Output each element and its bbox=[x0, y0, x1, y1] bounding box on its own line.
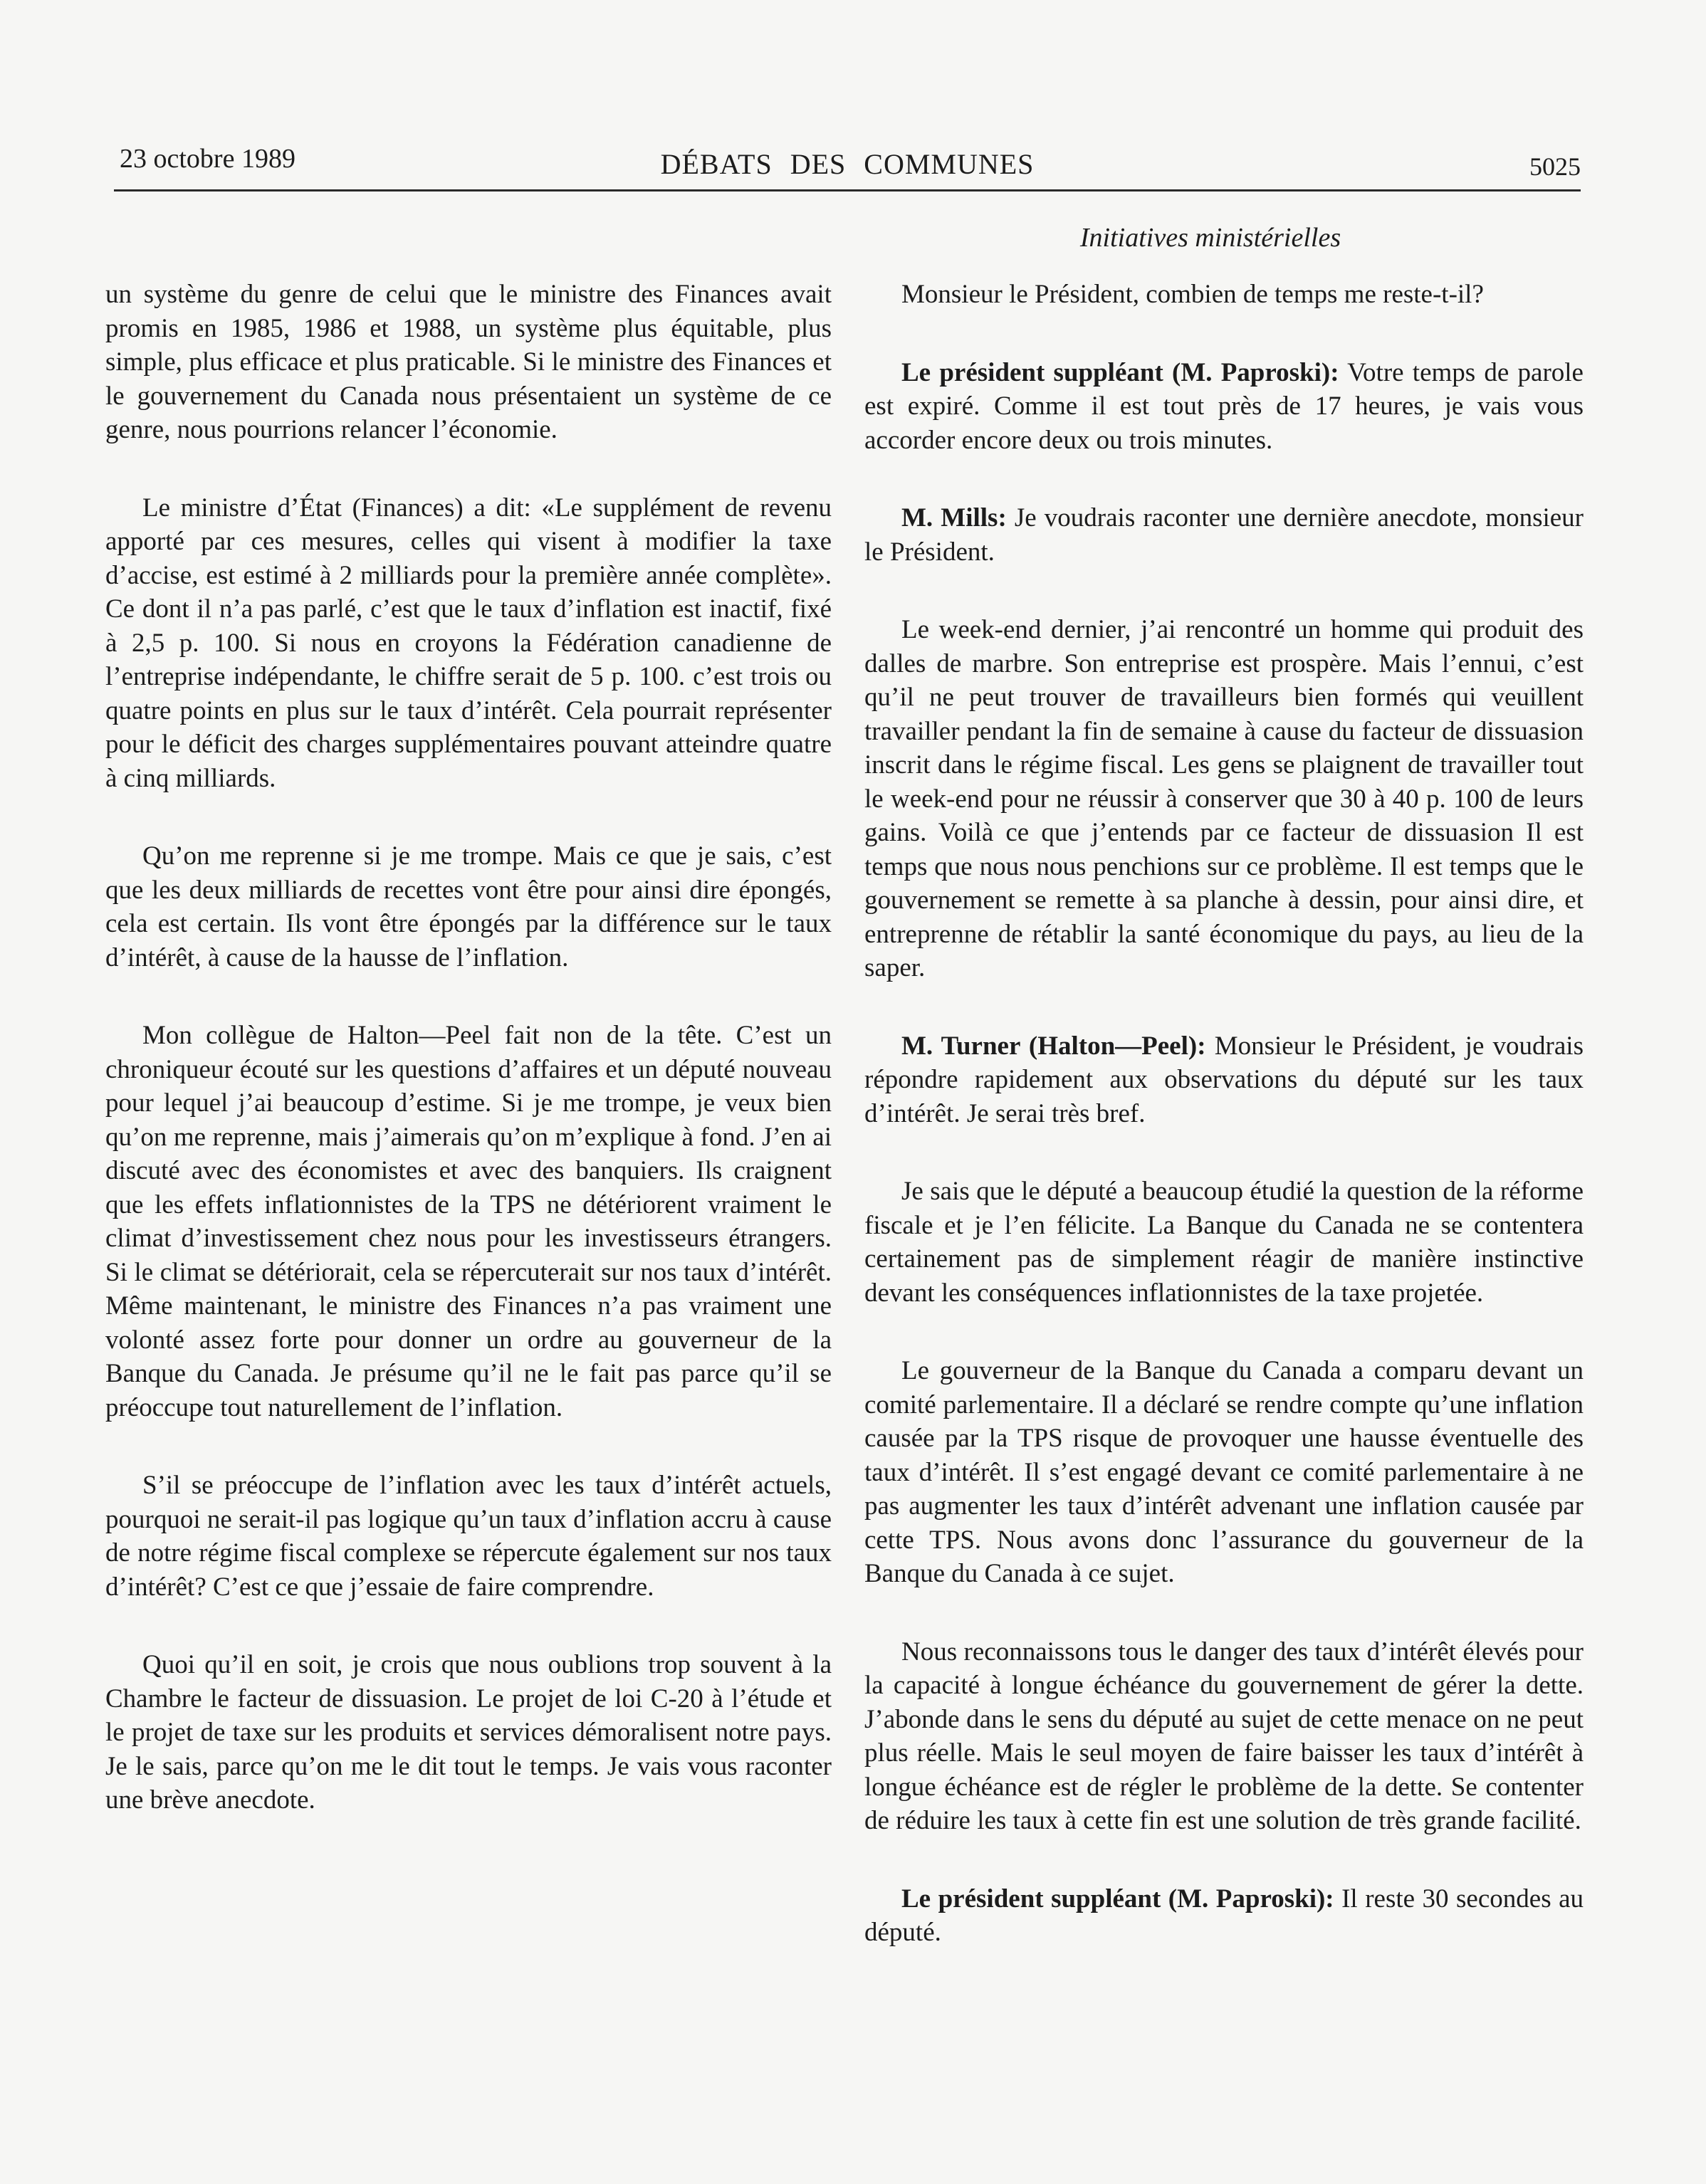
speaker-name: M. Turner (Halton—Peel): bbox=[901, 1031, 1206, 1061]
paragraph bbox=[105, 278, 832, 447]
paragraph bbox=[864, 1882, 1584, 1950]
paragraph bbox=[105, 491, 832, 796]
paragraph-text: Votre temps de parole est expiré. Comme il est tout près de 17 heures, je vais vous accorder encore deux ou trois minutes. bbox=[864, 357, 1584, 455]
paragraph bbox=[864, 613, 1584, 985]
paragraph bbox=[864, 1635, 1584, 1838]
paragraph bbox=[105, 1648, 832, 1817]
paragraph-text: Je voudrais raconter une dernière anecdote, monsieur le Président. bbox=[864, 503, 1584, 567]
header-title: DÉBATS DES COMMUNES bbox=[660, 148, 1035, 180]
paragraph bbox=[864, 356, 1584, 458]
speaker-name: M. Mills: bbox=[901, 503, 1007, 532]
paragraph-text: Monsieur le Président, je voudrais répondre rapidement aux observations du député sur les taux d’intérêt. Je serai très bref. bbox=[864, 1031, 1584, 1128]
paragraph-text: Le gouverneur de la Banque du Canada a comparu devant un comité parlementaire. Il a déclaré se rendre compte qu’une inflation causée par la TPS risque de provoquer une hausse éventuelle des taux d’intérêt. Il s’est engagé devant ce comité parlementaire à ne pas augmenter les taux d’intérêt advenant une inflation causée par cette TPS. Nous avons donc l’assurance du gouverneur de la Banque du Canada à ce sujet. bbox=[864, 1356, 1584, 1588]
paragraph bbox=[864, 1029, 1584, 1131]
speaker-name: Le président suppléant (M. Paproski): bbox=[901, 357, 1339, 387]
paragraph bbox=[864, 1354, 1584, 1591]
header-date: 23 octobre 1989 bbox=[120, 144, 295, 174]
paragraph bbox=[105, 1469, 832, 1604]
paragraph-text: Le ministre d’État (Finances) a dit: «Le supplément de revenu apporté par ces mesures, celles qui visent à modifier la taxe d’accise, est estimé à 2 milliards pour la première année complète». Ce dont il n’a pas parlé, c’est que le taux d’inflation est inactif, fixé à 2,5 p. 100. Si nous en croyons la Fédération canadienne de l’entreprise indépendante, le chiffre serait de 5 p. 100. c’est trois ou quatre points en plus sur le taux d’intérêt. Cela pourrait représenter pour le déficit des charges supplémentaires pouvant atteindre quatre à cinq milliards. bbox=[105, 493, 832, 793]
paragraph bbox=[864, 501, 1584, 569]
paragraph-text: Mon collègue de Halton—Peel fait non de la tête. C’est un chroniqueur écouté sur les questions d’affaires et un député nouveau pour lequel j’ai beaucoup d’estime. Si je me trompe, je veux bien qu’on me reprenne, mais j’aimerais qu’on m’explique à fond. J’en ai discuté avec des économistes et avec des banquiers. Ils craignent que les effets inflationnistes de la TPS ne détériorent vraiment le climat d’investissement chez nous pour les investisseurs étrangers. Si le climat se détériorait, cela se répercuterait sur nos taux d’intérêt. Même maintenant, le ministre des Finances n’a pas vraiment une volonté assez forte pour donner un ordre au gouverneur de la Banque du Canada. Je présume qu’il ne le fait pas parce qu’il se préoccupe tout naturellement de l’inflation. bbox=[105, 1021, 832, 1422]
paragraph-text: Je sais que le député a beaucoup étudié la question de la réforme fiscale et je l’en félicite. La Banque du Canada ne se contentera certainement pas de simplement réagir de manière instinctive devant les conséquences inflationnistes de la taxe projetée. bbox=[864, 1177, 1584, 1308]
paragraph-text: Nous reconnaissons tous le danger des taux d’intérêt élevés pour la capacité à longue échéance du gouvernement de gérer la dette. J’abonde dans le sens du député au sujet de cette menace on ne peut plus réelle. Mais le seul moyen de faire baisser les taux d’intérêt à longue échéance est de régler le problème de la dette. Se contenter de réduire les taux à cette fin est une solution de très grande facilité. bbox=[864, 1637, 1584, 1835]
paragraph-text: S’il se préoccupe de l’inflation avec les taux d’intérêt actuels, pourquoi ne serait-il pas logique qu’un taux d’inflation accru à cause de notre régime fiscal complexe se répercute également sur nos taux d’intérêt? C’est ce que j’essaie de faire comprendre. bbox=[105, 1471, 832, 1602]
paragraph-text: Quoi qu’il en soit, je crois que nous oublions trop souvent à la Chambre le facteur de dissuasion. Le projet de loi C-20 à l’étude et le projet de taxe sur les produits et services démoralisent notre pays. Je le sais, parce qu’on me le dit tout le temps. Je vais vous raconter une brève anecdote. bbox=[105, 1650, 832, 1815]
right-column bbox=[864, 278, 1584, 1994]
paragraph-text: Le week-end dernier, j’ai rencontré un homme qui produit des dalles de marbre. Son entreprise est prospère. Mais l’ennui, c’est qu’il ne peut trouver de travailleurs bien formés qui veuillent travailler pendant la fin de semaine à cause du facteur de dissuasion inscrit dans le régime fiscal. Les gens se plaignent de travailler tout le week-end pour ne réussir à conserver que 30 à 40 p. 100 de leurs gains. Voilà ce que j’entends par ce facteur de dissuasion Il est temps que nous nous penchions sur ce problème. Il est temps que le gouvernement se remette à sa planche à dessin, pour ainsi dire, et entreprenne de rétablir la santé économique du pays, au lieu de la saper. bbox=[864, 615, 1584, 982]
paragraph-text: Il reste 30 secondes au député. bbox=[864, 1884, 1584, 1947]
page-header bbox=[114, 139, 1581, 189]
paragraph bbox=[105, 839, 832, 975]
page-number: 5025 bbox=[1529, 152, 1581, 181]
paragraph-text: Monsieur le Président, combien de temps me reste-t-il? bbox=[901, 280, 1484, 309]
paragraph-text: un système du genre de celui que le ministre des Finances avait promis en 1985, 1986 et 1988, un système plus équitable, plus simple, plus efficace et plus praticable. Si le ministre des Finances et le gouvernement du Canada nous présentaient un système de ce genre, nous pourrions relancer l’économie. bbox=[105, 280, 832, 444]
header-rule bbox=[114, 189, 1581, 191]
paragraph bbox=[864, 1175, 1584, 1310]
section-title: Initiatives ministérielles bbox=[1079, 223, 1341, 253]
paragraph-text: Qu’on me reprenne si je me trompe. Mais ce que je sais, c’est que les deux milliards de recettes vont être pour ainsi dire épongés, cela est certain. Ils vont être épongés par la différence sur le taux d’intérêt, à cause de la hausse de l’inflation. bbox=[105, 841, 832, 972]
paragraph bbox=[864, 278, 1584, 312]
left-column bbox=[105, 278, 832, 1862]
speaker-name: Le président suppléant (M. Paproski): bbox=[901, 1884, 1334, 1913]
paragraph bbox=[105, 1019, 832, 1424]
